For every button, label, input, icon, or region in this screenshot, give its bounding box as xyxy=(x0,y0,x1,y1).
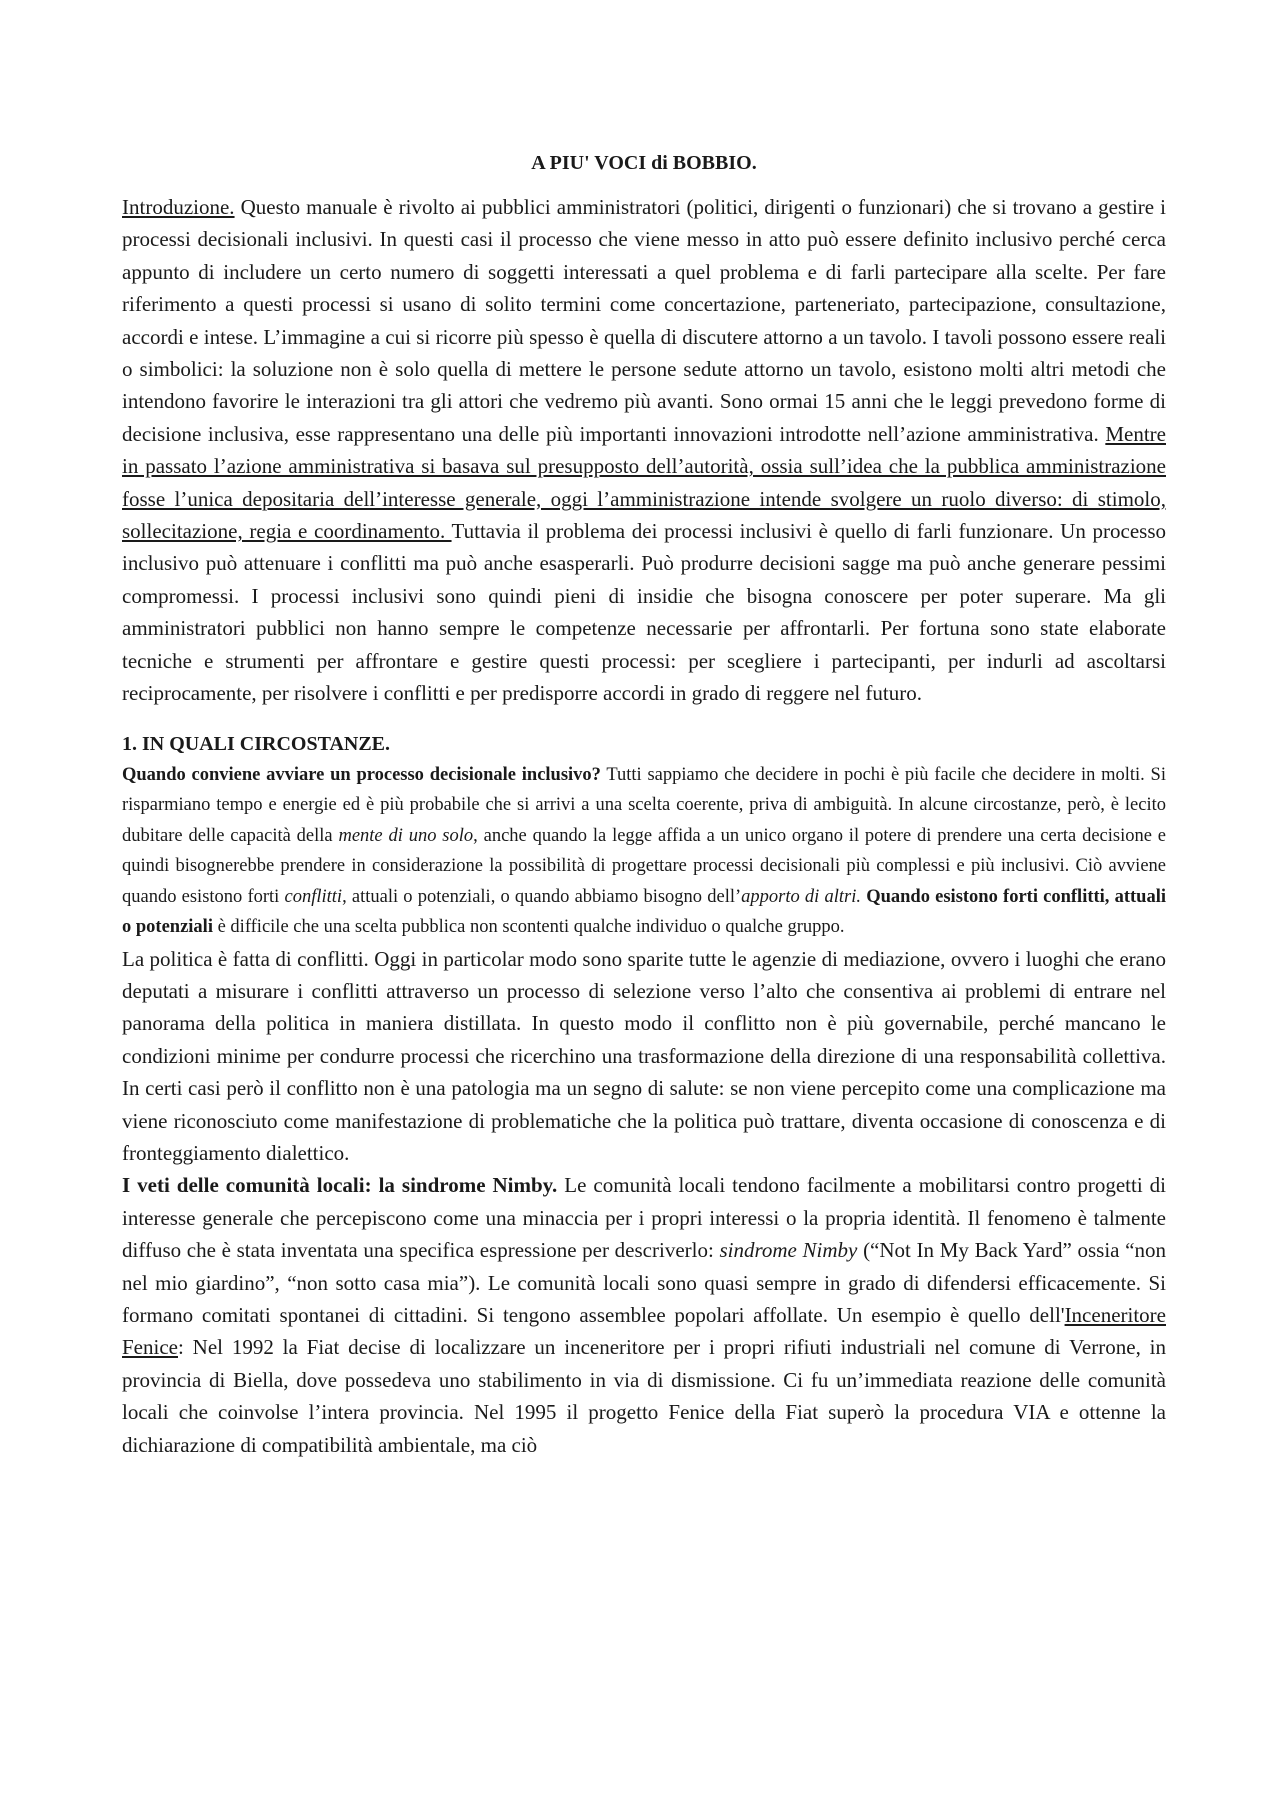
nimby-paragraph xyxy=(122,1169,1166,1461)
nimby-italic: sindrome Nimby xyxy=(719,1238,858,1263)
question-text-1: Tutti sappiamo che decidere in pochi è più facile che decidere in molti. Si risparmiano tempo e energie ed è più probabile che si arrivi a una scelta coerente, priva di ambiguità. In alcune circostanze, però, è lecito dubitare delle capacità della xyxy=(122,764,1166,846)
question-text-5: è difficile che una scelta pubblica non scontenti qualche individuo o qualche gruppo. xyxy=(212,917,845,937)
intro-text-1: Questo manuale è rivolto ai pubblici amministratori (politici, dirigenti o funzionari) che si trovano a gestire i processi decisionali inclusivi. In questi casi il processo che viene messo in atto può essere definito inclusivo perché cerca appunto di includere un certo numero di soggetti interessati a quel problema e di farli partecipare alla scelte. Per fare riferimento a questi processi si usano di solito termini come concertazione, parteneriato, partecipazione, consultazione, accordi e intese. L’immagine a cui si ricorre più spesso è quella di discutere attorno a un tavolo. I tavoli possono essere reali o simbolici: la soluzione non è solo quella di mettere le persone sedute attorno un tavolo, esistono molti altri metodi che intendono favorire le interazioni tra gli attori che vedremo più avanti. Sono ormai 15 anni che le leggi prevedono forme di decisione inclusiva, esse rappresentano una delle più importanti innovazioni introdotte nell’azione amministrativa. xyxy=(122,195,1166,446)
section-heading: 1. IN QUALI CIRCOSTANZE. xyxy=(122,732,391,755)
question-italic-2: conflitti xyxy=(284,886,343,907)
nimby-text-1: Le comunità locali tendono facilmente a mobilitarsi contro progetti di interesse generale che percepiscono come una minaccia per i propri interessi o la propria identità. Il fenomeno è talmente diffuso che è stata inventata una specifica espressione per descriverlo: xyxy=(122,1173,1166,1263)
intro-text-2: Tuttavia il problema dei processi inclusivi è quello di farli funzionare. Un processo inclusivo può attenuare i conflitti ma può anche esasperarli. Può produrre decisioni sagge ma può anche generare pessimi compromessi. I processi inclusivi sono quindi pieni di insidie che bisogna conoscere per poter superare. Ma gli amministratori pubblici non hanno sempre le competenze necessarie per affrontarli. Per fortuna sono state elaborate tecniche e strumenti per affrontare e gestire questi processi: per scegliere i partecipanti, per indurli ad ascoltarsi reciprocamente, per risolvere i conflitti e per predisporre accordi in grado di reggere nel futuro. xyxy=(122,519,1166,706)
document-title: A PIU' VOCI di BOBBIO. xyxy=(531,152,757,174)
nimby-underlined: Inceneritore Fenice xyxy=(122,1302,1166,1360)
nimby-text-3: : Nel 1992 la Fiat decise di localizzare un inceneritore per i propri rifiuti industriali nel comune di Verrone, in provincia di Biella, dove possedeva uno stabilimento in via di dismissione. Ci fu un’immediata reazione delle comunità locali che coinvolse l’intera provincia. Nel 1995 il progetto Fenice della Fiat superò la procedura VIA e ottenne la dichiarazione di compatibilità ambientale, ma ciò xyxy=(122,1335,1166,1457)
question-italic-3: apporto di altri. xyxy=(741,886,862,907)
intro-underlined-text: Mentre in passato l’azione amministrativa si basava sul presupposto dell’autorità, ossia sull’idea che la pubblica amministrazione fosse l’unica depositaria dell’interesse generale, oggi l’amministrazione intende svolgere un ruolo diverso: di stimolo, sollecitazione, regia e coordinamento. xyxy=(122,421,1166,544)
intro-label: Introduzione. xyxy=(122,195,235,219)
question-paragraph xyxy=(122,760,1166,943)
intro-paragraph xyxy=(122,191,1166,710)
question-text-3: , attuali o potenziali, o quando abbiamo bisogno dell’ xyxy=(342,886,742,907)
question-italic-1: mente di uno solo xyxy=(338,825,474,846)
question-bold: Quando conviene avviare un processo decisionale inclusivo? xyxy=(122,764,601,785)
nimby-bold: I veti delle comunità locali: la sindrome Nimby. xyxy=(122,1173,558,1198)
question-text-2: , anche quando la legge affida a un unico organo il potere di prendere una certa decisione e quindi bisognerebbe prendere in considerazione la possibilità di progettare processi decisionali più complessi e più inclusivi. Ciò avviene quando esistono forti xyxy=(122,825,1166,907)
conflict-paragraph: La politica è fatta di conflitti. Oggi in particolar modo sono sparite tutte le agenzie di mediazione, ovvero i luoghi che erano deputati a misurare i conflitti attraverso un processo di selezione verso l’alto che consentiva ai problemi di entrare nel panorama della politica in maniera distillata. In questo modo il conflitto non è più governabile, perché mancano le condizioni minime per condurre processi che ricerchino una trasformazione della direzione di una responsabilità collettiva. In certi casi però il conflitto non è una patologia ma un segno di salute: se non viene percepito come una complicazione ma viene riconosciuto come manifestazione di problematiche che la politica può trattare, diventa occasione di conoscenza e di fronteggiamento dialettico. xyxy=(122,946,1166,1165)
nimby-text-2: (“Not In My Back Yard” ossia “non nel mio giardino”, “non sotto casa mia”). Le comunità locali sono quasi sempre in grado di difendersi efficacemente. Si formano comitati spontanei di cittadini. Si tengono assemblee popolari affollate. Un esempio è quello dell' xyxy=(122,1238,1166,1327)
question-bold-2: Quando esistono forti conflitti, attuali o potenziali xyxy=(122,886,1166,937)
